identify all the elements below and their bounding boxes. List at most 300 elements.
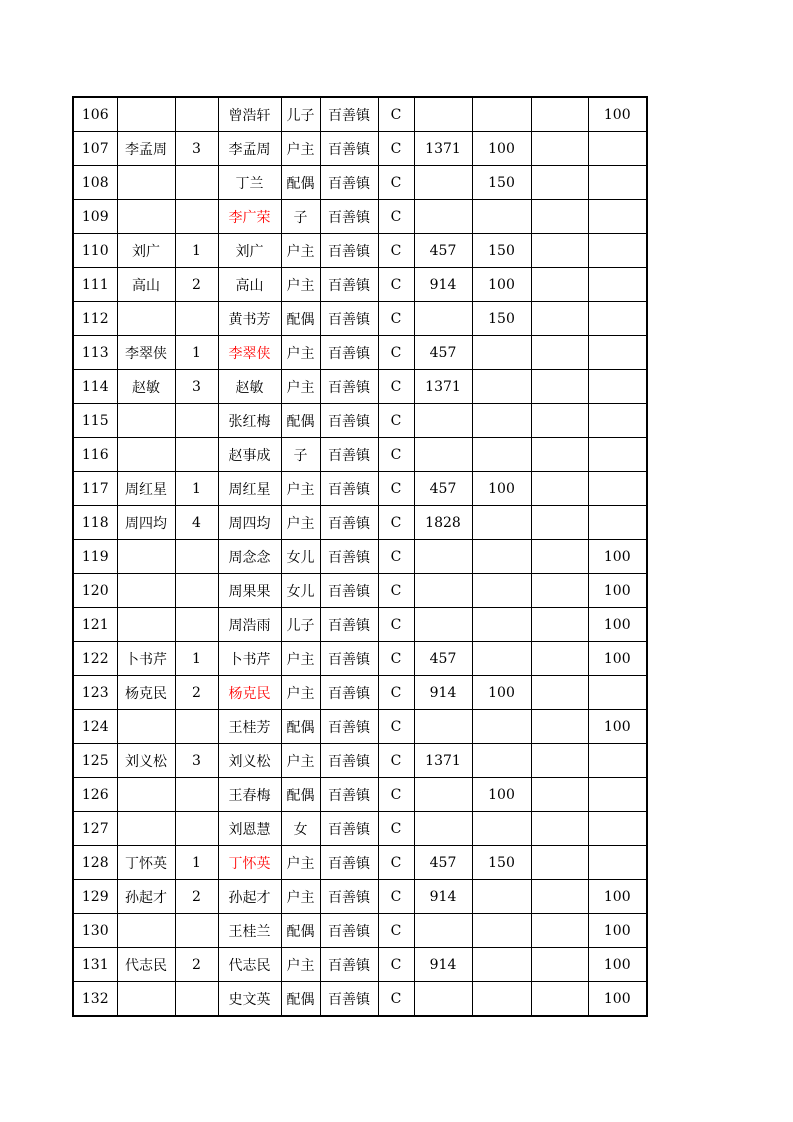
household-size-cell: 2: [175, 268, 218, 302]
row-number-cell: 123: [73, 676, 117, 710]
town-cell: 百善镇: [320, 982, 378, 1017]
row-number-cell: 107: [73, 132, 117, 166]
household-head-cell: [117, 710, 175, 744]
amount-col-10-cell: [531, 574, 588, 608]
household-size-cell: 2: [175, 676, 218, 710]
row-number-cell: 124: [73, 710, 117, 744]
amount-col-8-cell: 457: [414, 234, 472, 268]
amount-col-8-cell: [414, 710, 472, 744]
row-number-cell: 108: [73, 166, 117, 200]
household-size-cell: [175, 200, 218, 234]
household-size-cell: [175, 574, 218, 608]
amount-col-10-cell: [531, 608, 588, 642]
amount-col-9-cell: [472, 438, 531, 472]
table-row: [73, 540, 647, 574]
amount-col-10-cell: [531, 472, 588, 506]
amount-col-8-cell: [414, 608, 472, 642]
household-size-cell: 3: [175, 370, 218, 404]
relation-cell: 户主: [281, 642, 320, 676]
row-number-cell: 116: [73, 438, 117, 472]
relation-cell: 配偶: [281, 404, 320, 438]
town-cell: 百善镇: [320, 948, 378, 982]
household-head-cell: [117, 540, 175, 574]
member-name-cell: 丁怀英: [218, 846, 281, 880]
amount-col-9-cell: [472, 710, 531, 744]
amount-col-8-cell: 1371: [414, 370, 472, 404]
town-cell: 百善镇: [320, 438, 378, 472]
amount-col-11-cell: 100: [588, 97, 647, 132]
town-cell: 百善镇: [320, 472, 378, 506]
amount-col-10-cell: [531, 982, 588, 1017]
relation-cell: 儿子: [281, 97, 320, 132]
row-number-cell: 132: [73, 982, 117, 1017]
amount-col-9-cell: [472, 880, 531, 914]
member-name-cell: 张红梅: [218, 404, 281, 438]
row-number-cell: 120: [73, 574, 117, 608]
member-name-cell: 李孟周: [218, 132, 281, 166]
table-row: [73, 744, 647, 778]
table-row: [73, 472, 647, 506]
amount-col-10-cell: [531, 812, 588, 846]
household-head-cell: 刘广: [117, 234, 175, 268]
amount-col-10-cell: [531, 778, 588, 812]
household-size-cell: 3: [175, 132, 218, 166]
amount-col-11-cell: 100: [588, 914, 647, 948]
relation-cell: 配偶: [281, 778, 320, 812]
member-name-cell: 周果果: [218, 574, 281, 608]
member-name-cell: 刘恩慧: [218, 812, 281, 846]
amount-col-10-cell: [531, 642, 588, 676]
household-size-cell: 4: [175, 506, 218, 540]
table-row: [73, 200, 647, 234]
table-row: [73, 948, 647, 982]
member-name-cell: 卜书芹: [218, 642, 281, 676]
table-row: [73, 676, 647, 710]
table-row: [73, 132, 647, 166]
household-head-cell: 高山: [117, 268, 175, 302]
table-row: [73, 438, 647, 472]
town-cell: 百善镇: [320, 540, 378, 574]
table-row: [73, 166, 647, 200]
row-number-cell: 117: [73, 472, 117, 506]
table-row: [73, 268, 647, 302]
amount-col-9-cell: [472, 948, 531, 982]
amount-col-9-cell: 100: [472, 472, 531, 506]
household-head-cell: [117, 812, 175, 846]
amount-col-8-cell: 457: [414, 472, 472, 506]
amount-col-8-cell: [414, 97, 472, 132]
amount-col-8-cell: [414, 302, 472, 336]
amount-col-11-cell: [588, 268, 647, 302]
amount-col-8-cell: 914: [414, 268, 472, 302]
household-size-cell: [175, 778, 218, 812]
amount-col-11-cell: [588, 506, 647, 540]
category-cell: C: [378, 404, 414, 438]
category-cell: C: [378, 234, 414, 268]
amount-col-8-cell: 1371: [414, 744, 472, 778]
town-cell: 百善镇: [320, 370, 378, 404]
household-head-cell: [117, 914, 175, 948]
household-head-cell: [117, 302, 175, 336]
amount-col-8-cell: [414, 982, 472, 1017]
amount-col-11-cell: 100: [588, 948, 647, 982]
household-size-cell: 1: [175, 846, 218, 880]
amount-col-10-cell: [531, 132, 588, 166]
table-row: [73, 302, 647, 336]
category-cell: C: [378, 97, 414, 132]
town-cell: 百善镇: [320, 234, 378, 268]
relation-cell: 户主: [281, 268, 320, 302]
town-cell: 百善镇: [320, 812, 378, 846]
amount-col-8-cell: [414, 438, 472, 472]
amount-col-10-cell: [531, 370, 588, 404]
amount-col-8-cell: 457: [414, 642, 472, 676]
row-number-cell: 131: [73, 948, 117, 982]
amount-col-11-cell: 100: [588, 540, 647, 574]
amount-col-8-cell: 914: [414, 880, 472, 914]
table-row: [73, 812, 647, 846]
town-cell: 百善镇: [320, 132, 378, 166]
amount-col-9-cell: 100: [472, 268, 531, 302]
amount-col-10-cell: [531, 676, 588, 710]
category-cell: C: [378, 200, 414, 234]
household-size-cell: 1: [175, 472, 218, 506]
household-head-cell: 李翠侠: [117, 336, 175, 370]
member-name-cell: 赵事成: [218, 438, 281, 472]
amount-col-11-cell: 100: [588, 608, 647, 642]
amount-col-10-cell: [531, 948, 588, 982]
amount-col-9-cell: [472, 982, 531, 1017]
household-size-cell: [175, 608, 218, 642]
relation-cell: 女: [281, 812, 320, 846]
town-cell: 百善镇: [320, 676, 378, 710]
member-name-cell: 史文英: [218, 982, 281, 1017]
relation-cell: 户主: [281, 676, 320, 710]
row-number-cell: 127: [73, 812, 117, 846]
household-size-cell: 1: [175, 336, 218, 370]
household-head-cell: 李孟周: [117, 132, 175, 166]
amount-col-9-cell: [472, 200, 531, 234]
relation-cell: 配偶: [281, 166, 320, 200]
town-cell: 百善镇: [320, 166, 378, 200]
relation-cell: 儿子: [281, 608, 320, 642]
amount-col-9-cell: [472, 608, 531, 642]
household-size-cell: [175, 540, 218, 574]
household-size-cell: [175, 982, 218, 1017]
town-cell: 百善镇: [320, 608, 378, 642]
amount-col-8-cell: [414, 200, 472, 234]
category-cell: C: [378, 506, 414, 540]
amount-col-11-cell: [588, 744, 647, 778]
amount-col-9-cell: [472, 370, 531, 404]
category-cell: C: [378, 302, 414, 336]
town-cell: 百善镇: [320, 200, 378, 234]
household-size-cell: [175, 914, 218, 948]
member-name-cell: 李翠侠: [218, 336, 281, 370]
amount-col-8-cell: 1828: [414, 506, 472, 540]
table-row: [73, 914, 647, 948]
town-cell: 百善镇: [320, 574, 378, 608]
member-name-cell: 李广荣: [218, 200, 281, 234]
table-row: [73, 404, 647, 438]
row-number-cell: 122: [73, 642, 117, 676]
amount-col-8-cell: 1371: [414, 132, 472, 166]
member-name-cell: 代志民: [218, 948, 281, 982]
household-size-cell: [175, 438, 218, 472]
amount-col-10-cell: [531, 404, 588, 438]
member-name-cell: 黄书芳: [218, 302, 281, 336]
member-name-cell: 王桂兰: [218, 914, 281, 948]
amount-col-8-cell: [414, 540, 472, 574]
category-cell: C: [378, 914, 414, 948]
amount-col-10-cell: [531, 166, 588, 200]
amount-col-8-cell: 457: [414, 336, 472, 370]
relation-cell: 女儿: [281, 574, 320, 608]
relation-cell: 女儿: [281, 540, 320, 574]
amount-col-8-cell: 914: [414, 676, 472, 710]
household-head-cell: [117, 982, 175, 1017]
member-name-cell: 周四均: [218, 506, 281, 540]
category-cell: C: [378, 336, 414, 370]
row-number-cell: 115: [73, 404, 117, 438]
amount-col-8-cell: 914: [414, 948, 472, 982]
relation-cell: 户主: [281, 336, 320, 370]
category-cell: C: [378, 948, 414, 982]
category-cell: C: [378, 438, 414, 472]
amount-col-11-cell: [588, 676, 647, 710]
row-number-cell: 112: [73, 302, 117, 336]
household-head-cell: [117, 778, 175, 812]
relation-cell: 户主: [281, 132, 320, 166]
amount-col-11-cell: 100: [588, 642, 647, 676]
amount-col-10-cell: [531, 438, 588, 472]
row-number-cell: 130: [73, 914, 117, 948]
category-cell: C: [378, 812, 414, 846]
member-name-cell: 王桂芳: [218, 710, 281, 744]
member-name-cell: 赵敏: [218, 370, 281, 404]
row-number-cell: 113: [73, 336, 117, 370]
household-head-cell: [117, 404, 175, 438]
relation-cell: 配偶: [281, 914, 320, 948]
amount-col-11-cell: [588, 370, 647, 404]
category-cell: C: [378, 846, 414, 880]
relation-cell: 户主: [281, 880, 320, 914]
row-number-cell: 129: [73, 880, 117, 914]
table-row: [73, 234, 647, 268]
category-cell: C: [378, 710, 414, 744]
household-head-cell: 周四均: [117, 506, 175, 540]
amount-col-9-cell: [472, 97, 531, 132]
amount-col-9-cell: 150: [472, 846, 531, 880]
household-size-cell: [175, 302, 218, 336]
table-row: [73, 778, 647, 812]
relation-cell: 配偶: [281, 710, 320, 744]
amount-col-11-cell: [588, 846, 647, 880]
table-row: [73, 880, 647, 914]
table-row: [73, 336, 647, 370]
household-head-cell: 杨克民: [117, 676, 175, 710]
amount-col-11-cell: 100: [588, 710, 647, 744]
member-name-cell: 刘义松: [218, 744, 281, 778]
town-cell: 百善镇: [320, 268, 378, 302]
member-name-cell: 杨克民: [218, 676, 281, 710]
town-cell: 百善镇: [320, 97, 378, 132]
member-name-cell: 周浩雨: [218, 608, 281, 642]
amount-col-9-cell: 150: [472, 302, 531, 336]
table-row: [73, 710, 647, 744]
amount-col-11-cell: [588, 812, 647, 846]
relation-cell: 户主: [281, 948, 320, 982]
household-size-cell: [175, 812, 218, 846]
amount-col-8-cell: [414, 812, 472, 846]
amount-col-9-cell: [472, 574, 531, 608]
category-cell: C: [378, 744, 414, 778]
category-cell: C: [378, 676, 414, 710]
household-size-cell: 2: [175, 948, 218, 982]
table-row: [73, 608, 647, 642]
household-head-cell: [117, 574, 175, 608]
amount-col-11-cell: [588, 778, 647, 812]
amount-col-10-cell: [531, 540, 588, 574]
household-size-cell: 3: [175, 744, 218, 778]
amount-col-9-cell: 150: [472, 166, 531, 200]
amount-col-9-cell: [472, 540, 531, 574]
row-number-cell: 118: [73, 506, 117, 540]
amount-col-9-cell: [472, 914, 531, 948]
amount-col-10-cell: [531, 710, 588, 744]
household-head-cell: [117, 200, 175, 234]
member-name-cell: 曾浩轩: [218, 97, 281, 132]
household-size-cell: [175, 166, 218, 200]
amount-col-11-cell: [588, 132, 647, 166]
table-row: [73, 642, 647, 676]
amount-col-10-cell: [531, 914, 588, 948]
category-cell: C: [378, 880, 414, 914]
amount-col-9-cell: [472, 812, 531, 846]
amount-col-9-cell: 150: [472, 234, 531, 268]
town-cell: 百善镇: [320, 846, 378, 880]
table-row: [73, 370, 647, 404]
amount-col-10-cell: [531, 336, 588, 370]
category-cell: C: [378, 608, 414, 642]
data-table: [72, 96, 648, 1017]
amount-col-8-cell: [414, 778, 472, 812]
household-size-cell: 2: [175, 880, 218, 914]
household-head-cell: 周红星: [117, 472, 175, 506]
category-cell: C: [378, 166, 414, 200]
member-name-cell: 高山: [218, 268, 281, 302]
household-head-cell: [117, 608, 175, 642]
relation-cell: 子: [281, 438, 320, 472]
household-size-cell: [175, 404, 218, 438]
amount-col-10-cell: [531, 268, 588, 302]
member-name-cell: 孙起才: [218, 880, 281, 914]
member-name-cell: 周念念: [218, 540, 281, 574]
town-cell: 百善镇: [320, 404, 378, 438]
row-number-cell: 128: [73, 846, 117, 880]
category-cell: C: [378, 370, 414, 404]
row-number-cell: 119: [73, 540, 117, 574]
town-cell: 百善镇: [320, 506, 378, 540]
member-name-cell: 王春梅: [218, 778, 281, 812]
amount-col-9-cell: [472, 506, 531, 540]
amount-col-9-cell: 100: [472, 132, 531, 166]
amount-col-10-cell: [531, 846, 588, 880]
amount-col-11-cell: [588, 472, 647, 506]
category-cell: C: [378, 642, 414, 676]
town-cell: 百善镇: [320, 880, 378, 914]
relation-cell: 配偶: [281, 982, 320, 1017]
household-head-cell: 丁怀英: [117, 846, 175, 880]
household-head-cell: 卜书芹: [117, 642, 175, 676]
amount-col-8-cell: [414, 404, 472, 438]
relation-cell: 户主: [281, 506, 320, 540]
household-head-cell: [117, 166, 175, 200]
town-cell: 百善镇: [320, 302, 378, 336]
household-head-cell: [117, 438, 175, 472]
member-name-cell: 刘广: [218, 234, 281, 268]
table-row: [73, 574, 647, 608]
row-number-cell: 109: [73, 200, 117, 234]
amount-col-10-cell: [531, 744, 588, 778]
household-head-cell: 代志民: [117, 948, 175, 982]
table-row: [73, 846, 647, 880]
relation-cell: 户主: [281, 370, 320, 404]
row-number-cell: 126: [73, 778, 117, 812]
amount-col-10-cell: [531, 302, 588, 336]
amount-col-10-cell: [531, 880, 588, 914]
amount-col-9-cell: [472, 404, 531, 438]
town-cell: 百善镇: [320, 744, 378, 778]
category-cell: C: [378, 540, 414, 574]
household-head-cell: 刘义松: [117, 744, 175, 778]
member-name-cell: 周红星: [218, 472, 281, 506]
relation-cell: 子: [281, 200, 320, 234]
amount-col-9-cell: [472, 642, 531, 676]
row-number-cell: 106: [73, 97, 117, 132]
row-number-cell: 110: [73, 234, 117, 268]
amount-col-11-cell: [588, 166, 647, 200]
row-number-cell: 125: [73, 744, 117, 778]
amount-col-11-cell: [588, 404, 647, 438]
amount-col-9-cell: 100: [472, 778, 531, 812]
amount-col-11-cell: 100: [588, 982, 647, 1017]
town-cell: 百善镇: [320, 778, 378, 812]
household-size-cell: 1: [175, 642, 218, 676]
amount-col-8-cell: [414, 914, 472, 948]
household-head-cell: 赵敏: [117, 370, 175, 404]
amount-col-11-cell: 100: [588, 880, 647, 914]
amount-col-11-cell: [588, 438, 647, 472]
category-cell: C: [378, 982, 414, 1017]
relation-cell: 户主: [281, 234, 320, 268]
town-cell: 百善镇: [320, 336, 378, 370]
category-cell: C: [378, 778, 414, 812]
table-row: [73, 982, 647, 1017]
relation-cell: 配偶: [281, 302, 320, 336]
relation-cell: 户主: [281, 846, 320, 880]
table-row: [73, 506, 647, 540]
row-number-cell: 121: [73, 608, 117, 642]
amount-col-8-cell: [414, 166, 472, 200]
amount-col-11-cell: [588, 302, 647, 336]
amount-col-8-cell: [414, 574, 472, 608]
table-row: [73, 97, 647, 132]
household-size-cell: [175, 97, 218, 132]
amount-col-9-cell: [472, 744, 531, 778]
amount-col-11-cell: [588, 200, 647, 234]
amount-col-11-cell: [588, 336, 647, 370]
